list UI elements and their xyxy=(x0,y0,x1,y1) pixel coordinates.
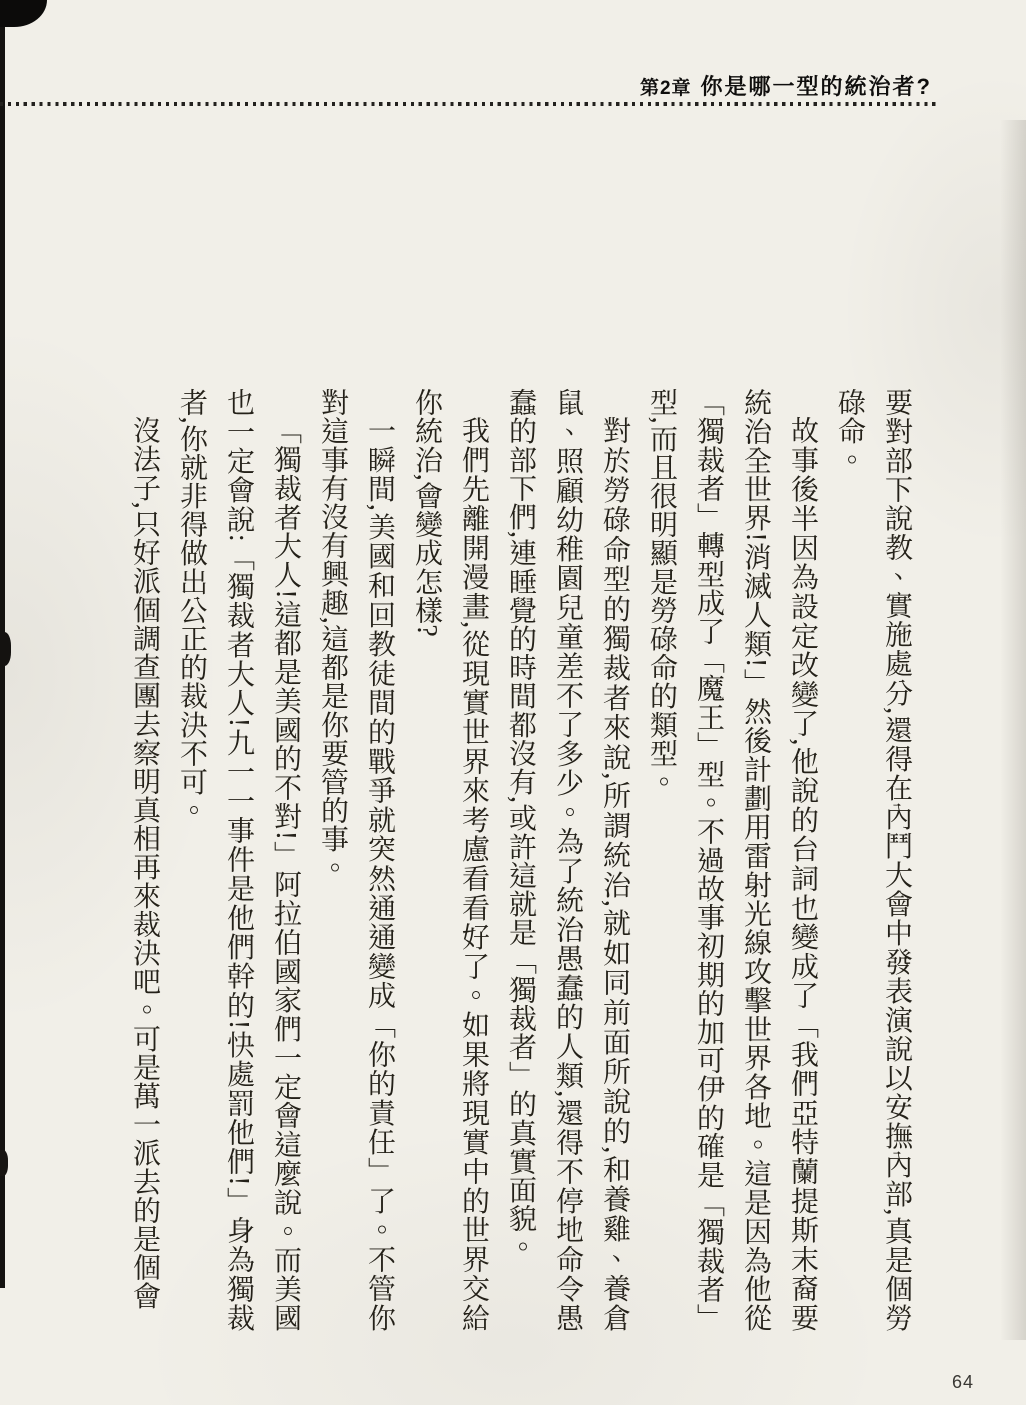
paragraph: 沒法子,只好派個調查團去察明真相再來裁決吧。可是萬一派去的是個會 xyxy=(129,416,160,1311)
chapter-title: 你是哪一型的統治者? xyxy=(700,74,932,99)
body-text xyxy=(121,388,920,1332)
page-number: 64 xyxy=(951,1372,974,1392)
chapter-label: 第2章 xyxy=(639,78,692,99)
page-edge-shadow xyxy=(1000,120,1026,1340)
scan-edge-bump xyxy=(0,632,11,666)
paragraph: 故事後半因為設定改變了,他說的台詞也變成了「我們亞特蘭提斯末裔要統治全世界!消滅人類!」然後計劃用雷射光線攻擊世界各地。這是因為他從「獨裁者」轉型成了「魔王」型。不過故事初期的加可伊的確是「獨裁者」型,而且很明顯是勞碌命的類型。 xyxy=(646,388,818,1332)
scan-edge-bump xyxy=(0,1150,8,1176)
paragraph: 要對部下說教、實施處分,還得在內鬥大會中發表演說以安撫內部,真是個勞碌命。 xyxy=(834,388,912,1332)
paragraph: 對於勞碌命型的獨裁者來說,所謂統治,就如同前面所說的,和養雞、養倉鼠、照顧幼稚園兒童差不了多少。為了統治愚蠢的人類,還得不停地命令愚蠢的部下們,連睡覺的時間都沒有,或許這就是「獨裁者」的真實面貌。 xyxy=(505,388,630,1332)
running-head xyxy=(640,70,932,101)
paragraph: 一瞬間,美國和回教徒間的戰爭就突然通通變成「你的責任」了。不管你對這事有沒有興趣,這都是你要管的事。 xyxy=(317,388,395,1332)
paragraph: 我們先離開漫畫,從現實世界來考慮看看好了。如果將現實中的世界交給你統治,會變成怎樣? xyxy=(411,388,489,1332)
dotted-rule xyxy=(0,102,938,106)
scan-corner-blob xyxy=(0,0,47,27)
paragraph: 「獨裁者大人!這都是美國的不對!」阿拉伯國家們一定會這麼說。而美國也一定會說:「獨裁者大人!九一一事件是他們幹的!快處罰他們!」身為獨裁者,你就非得做出公正的裁決不可。 xyxy=(176,388,301,1332)
